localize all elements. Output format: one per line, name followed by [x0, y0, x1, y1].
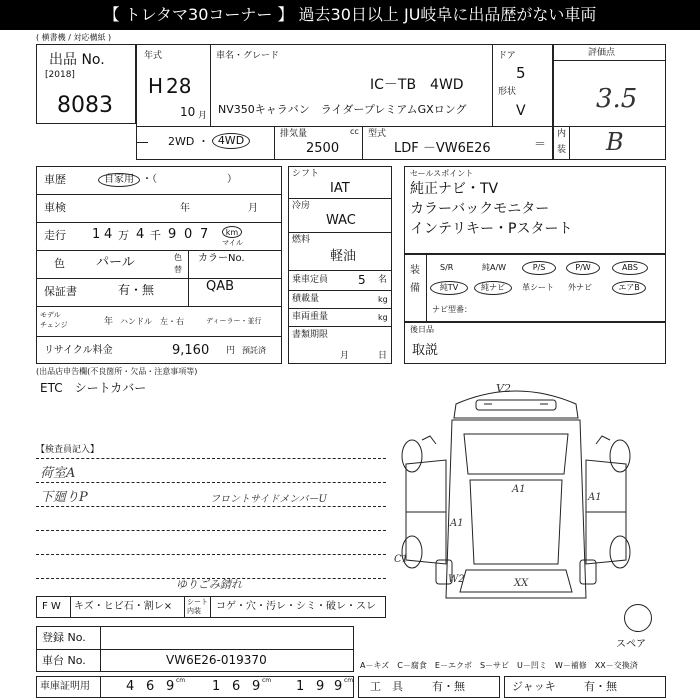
chassis-value: VW6E26-019370	[166, 653, 267, 667]
equip-airbag: エアB	[612, 281, 646, 295]
cert-unit-1: cm	[262, 677, 272, 684]
capacity-value: 5	[358, 273, 366, 287]
drive-4wd-circled: 4WD	[212, 133, 250, 149]
seat-label-2: 内装	[187, 607, 201, 615]
detail-table-left	[36, 166, 282, 364]
cert-d1: 6	[146, 679, 155, 694]
fuel-label: 燃料	[292, 235, 311, 245]
selling-points-label: セールスポイント	[410, 169, 474, 178]
selling-point-2: カラーバックモニター	[410, 201, 550, 217]
color-change-2: 替	[174, 265, 182, 274]
model-code-mark: ＝	[534, 137, 547, 151]
model-code-label: 型式	[368, 129, 387, 139]
interior-value: B	[606, 128, 624, 156]
model-change-label-2: チェンジ	[40, 321, 68, 329]
inspector-note-1: 荷室A	[40, 466, 76, 481]
after-market-label: 後日品	[410, 325, 434, 334]
mileage-label: 走行	[44, 229, 66, 242]
displacement-label: 排気量	[280, 129, 308, 139]
displacement-unit: cc	[350, 127, 359, 136]
mileage-d7: 7	[200, 227, 209, 242]
registration-label: 登録 No.	[42, 631, 86, 644]
lot-year-tag: [2018]	[45, 70, 75, 80]
cert-unit-2: cm	[344, 677, 354, 684]
diag-mark-w2: W2	[448, 574, 465, 585]
year-value: 28	[166, 74, 192, 98]
doors-value: 5	[516, 64, 526, 82]
dealer-type: ディーラー・並行	[206, 317, 262, 325]
mileage-unit-km: km	[222, 226, 242, 238]
tools-value: 有・無	[432, 680, 465, 693]
cert-d8: 9	[334, 679, 343, 694]
model-code-value: LDF －VW6E26	[394, 141, 491, 156]
mileage-d1: 4	[104, 227, 113, 242]
lot-box	[36, 44, 136, 124]
weight-unit: kg	[378, 313, 388, 322]
warranty-value: 有・無	[118, 283, 155, 297]
equip-leather: 革シート	[522, 283, 554, 292]
certificate-label: 車庫証明用	[40, 681, 90, 692]
weight-label: 車両重量	[292, 312, 329, 322]
cert-d6: 1	[296, 679, 305, 694]
seat-items: コゲ・穴・汚レ・シミ・破レ・スレ	[216, 601, 376, 612]
equip-alloy: 純A/W	[482, 263, 507, 272]
mileage-d5: 9	[168, 227, 177, 242]
mileage-d6: 0	[184, 227, 193, 242]
body-type-label: 形状	[498, 87, 517, 97]
inspector-note-3: フロントサイドメンバーU	[210, 494, 327, 505]
equip-sr: S/R	[440, 263, 454, 272]
recycle-value: 9,160	[172, 343, 210, 358]
after-market-value: 取説	[412, 343, 439, 358]
cert-d2: 9	[166, 679, 175, 694]
car-name: NV350キャラバン ライダープレミアムGXロング	[218, 103, 467, 116]
spare-label: スペア	[616, 639, 646, 650]
drive-2wd: 2WD	[168, 135, 195, 148]
spare-tire-icon	[624, 604, 652, 632]
mileage-d4: 千	[150, 229, 161, 242]
inspection-year-unit: 年	[180, 203, 190, 214]
inspection-month-unit: 月	[248, 203, 258, 214]
fw-label: F W	[42, 601, 61, 612]
interior-label-2: 装	[557, 145, 567, 155]
ac-label: 冷房	[292, 201, 311, 211]
doors-label: ドア	[498, 51, 516, 61]
ac-value: WAC	[326, 213, 356, 228]
year-era: H	[148, 74, 164, 98]
cert-unit-0: cm	[176, 677, 186, 684]
after-market-box	[404, 322, 666, 364]
color-change-1: 色	[174, 253, 182, 262]
history-label: 車歴	[44, 173, 66, 186]
equip-ext-navi: 外ナビ	[568, 283, 592, 292]
inspector-rust-note: ゆりごみ錆れ	[176, 578, 242, 591]
equip-tv: 純TV	[430, 281, 468, 295]
banner-title: 【 トレタマ30コーナー 】 過去30日以上 JU岐阜に出品歴がない車両	[0, 0, 700, 30]
mileage-d3: 4	[136, 227, 145, 242]
chassis-label: 車台 No.	[42, 654, 86, 667]
equip-pw: P/W	[566, 261, 600, 275]
diag-mark-a1-right: A1	[588, 492, 602, 503]
inspector-note-2: 下廻りP	[40, 490, 88, 505]
model-change-label-1: モデル	[40, 311, 61, 319]
car-grade: IC－TB 4WD	[370, 77, 464, 93]
capacity-label: 乗車定員	[292, 275, 329, 285]
cert-d5: 9	[252, 679, 261, 694]
document-expiry-day: 日	[378, 351, 388, 361]
color-no-label: カラーNo.	[198, 253, 245, 264]
document-expiry-label: 書類期限	[292, 330, 329, 340]
selling-point-3: インテリキー・Pスタート	[410, 221, 573, 237]
header-note: ( 横書機 / 対応構紙 )	[36, 33, 112, 42]
drive-sep: ・	[198, 135, 209, 148]
inspector-section-title: 【検査員記入】	[36, 445, 100, 455]
year-label: 年式	[144, 51, 163, 61]
diag-mark-xx: XX	[514, 578, 529, 589]
load-unit: kg	[378, 295, 388, 304]
damage-section-title: (出品店申告欄(不良箇所・欠品・注意事項等)	[36, 367, 198, 376]
score-label: 評価点	[588, 48, 616, 58]
lot-label: 出品 No.	[49, 52, 105, 68]
equipment-label-1: 装	[410, 265, 420, 276]
year-month-unit: 月	[198, 111, 208, 121]
seat-label-1: シート	[187, 598, 208, 606]
cert-d3: 1	[212, 679, 221, 694]
jack-label: ジャッキ	[512, 680, 556, 693]
color-label: 色	[54, 257, 65, 270]
shift-value: IAT	[330, 181, 350, 196]
equip-abs: ABS	[612, 261, 648, 275]
lot-number: 8083	[57, 93, 113, 118]
capacity-unit: 名	[378, 275, 388, 285]
cert-d7: 9	[316, 679, 325, 694]
diag-mark-c1: C1	[394, 554, 409, 565]
cert-d4: 6	[232, 679, 241, 694]
warranty-label: 保証書	[44, 285, 77, 298]
mileage-d0: 1	[92, 227, 101, 242]
history-rest: ・（ ）	[142, 174, 237, 185]
history-value-circled: 自家用	[98, 173, 140, 187]
equip-ps: P/S	[522, 261, 556, 275]
handle-side: ハンドル 左・右	[120, 317, 184, 326]
selling-point-1: 純正ナビ・TV	[410, 181, 499, 197]
displacement-value: 2500	[306, 141, 340, 156]
equip-navi: 純ナビ	[474, 281, 512, 295]
damage-section-text: ETC シートカバー	[40, 381, 147, 395]
body-type-value: V	[516, 103, 526, 119]
navi-type-label: ナビ型番：	[432, 305, 472, 314]
fw-items: キズ・ヒビ石・割レ×	[74, 601, 173, 612]
color-value: パール	[96, 255, 135, 270]
diag-mark-a1-left: A1	[450, 518, 464, 529]
recycle-label: リサイクル料金	[44, 345, 113, 356]
score-value: 3.5	[596, 84, 638, 114]
model-change-year: 年	[104, 317, 114, 327]
fuel-value: 軽油	[330, 249, 357, 264]
color-no-value: QAB	[206, 279, 235, 294]
mileage-d2: 万	[118, 229, 129, 242]
shift-label: シフト	[292, 169, 320, 179]
cert-d0: 4	[126, 679, 135, 694]
car-name-label: 車名・グレード	[216, 51, 280, 61]
load-label: 積載量	[292, 294, 320, 304]
recycle-note: 預託済	[242, 346, 266, 355]
damage-legend: A－キズ C－腐食 E－エクボ S－サビ U－凹ミ W－補修 XX－交換済	[360, 661, 638, 670]
diag-mark-a1-top: A1	[512, 484, 526, 495]
jack-value: 有・無	[584, 680, 617, 693]
interior-label-1: 内	[557, 129, 567, 139]
tools-label: 工 具	[370, 680, 403, 693]
diag-mark-v2: V2	[496, 382, 511, 395]
mileage-unit-mile: マイル	[222, 239, 243, 247]
year-month: 10	[180, 105, 196, 119]
inspection-label: 車検	[44, 201, 66, 214]
document-expiry-month: 月	[340, 351, 350, 361]
equipment-label-2: 備	[410, 283, 420, 294]
recycle-unit: 円	[226, 346, 236, 356]
